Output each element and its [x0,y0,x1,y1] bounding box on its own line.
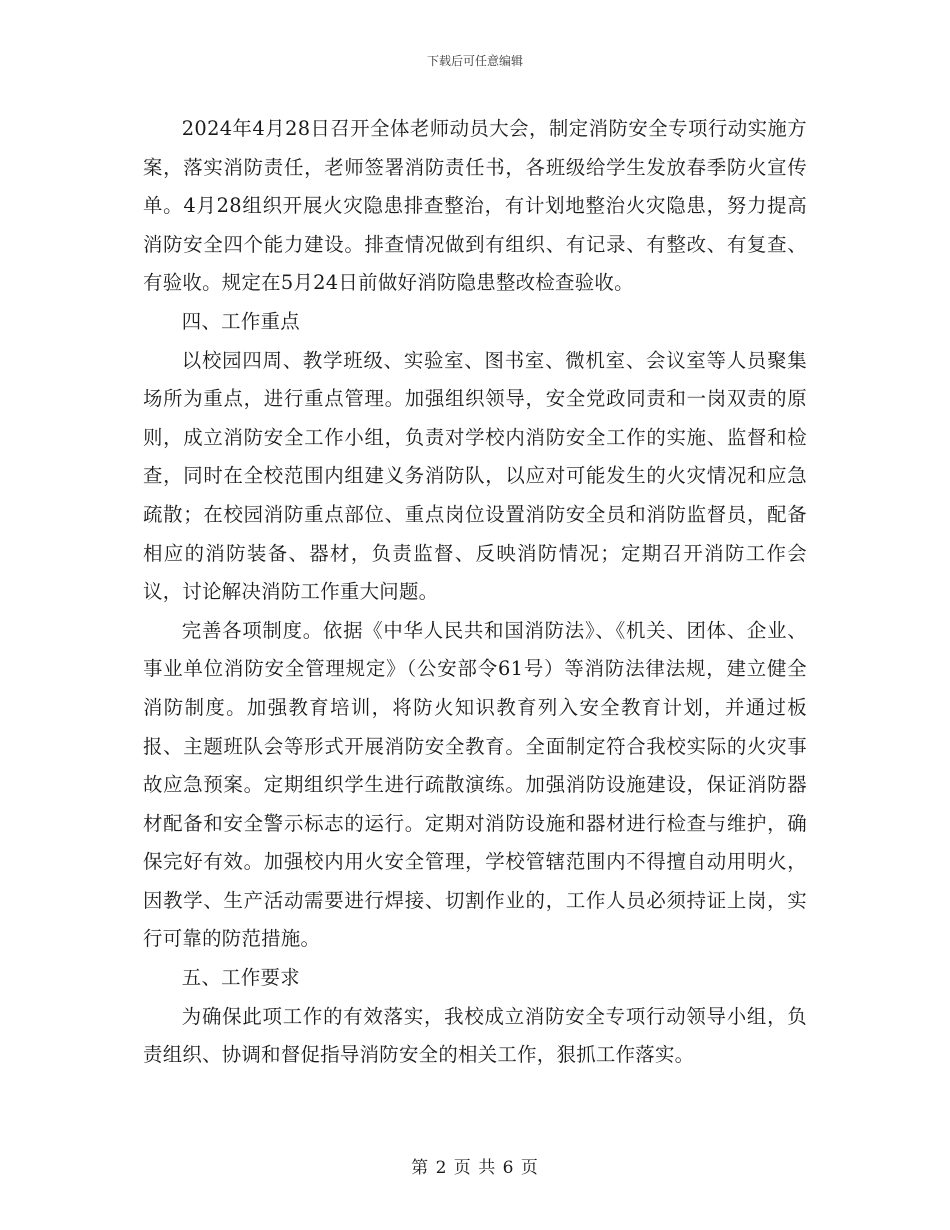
section-heading-work-focus: 四、工作重点 [181,309,300,333]
page-header: 下载后可任意编辑 [426,54,523,68]
document-body [143,110,807,1075]
section-heading-work-requirements: 五、工作要求 [181,966,300,990]
paragraph-regulations: 完善各项制度。依据《中华人民共和国消防法》、《机关、团体、企业、事业单位消防安全管理规定》（公安部令61号）等消防法律法规，建立健全消防制度。加强教育培训，将防火知识教育列入安全教育计划，并通过板报、主题班队会等形式开展消防安全教育。全面制定符合我校实际的火灾事故应急预案。定期组织学生进行疏散演练。加强消防设施建设，保证消防器材配备和安全警示标志的运行。定期对消防设施和器材进行检查与维护，确保完好有效。加强校内用火安全管理，学校管辖范围内不得擅自动用明火，因教学、生产活动需要进行焊接、切割作业的，工作人员必须持证上岗，实行可靠的防范措施。 [143,618,807,951]
paragraph-work-focus: 以校园四周、教学班级、实验室、图书室、微机室、会议室等人员聚集场所为重点，进行重点管理。加强组织领导，安全党政同责和一岗双责的原则，成立消防安全工作小组，负责对学校内消防安全工作的实施、监督和检查，同时在全校范围内组建义务消防队，以应对可能发生的火灾情况和应急疏散；在校园消防重点部位、重点岗位设置消防安全员和消防监督员，配备相应的消防装备、器材，负责监督、反映消防情况；定期召开消防工作会议，讨论解决消防工作重大问题。 [143,348,807,604]
page-number: 第 2 页 共 6 页 [411,1158,539,1178]
paragraph-inspection: 2024年4月28日召开全体老师动员大会，制定消防安全专项行动实施方案，落实消防责任，老师签署消防责任书，各班级给学生发放春季防火宣传单。4月28组织开展火灾隐患排查整治，有计划地整治火灾隐患，努力提高消防安全四个能力建设。排查情况做到有组织、有记录、有整改、有复查、有验收。规定在5月24日前做好消防隐患整改检查验收。 [143,117,807,295]
paragraph-requirements: 为确保此项工作的有效落实，我校成立消防安全专项行动领导小组，负责组织、协调和督促指导消防安全的相关工作，狠抓工作落实。 [143,1004,807,1067]
